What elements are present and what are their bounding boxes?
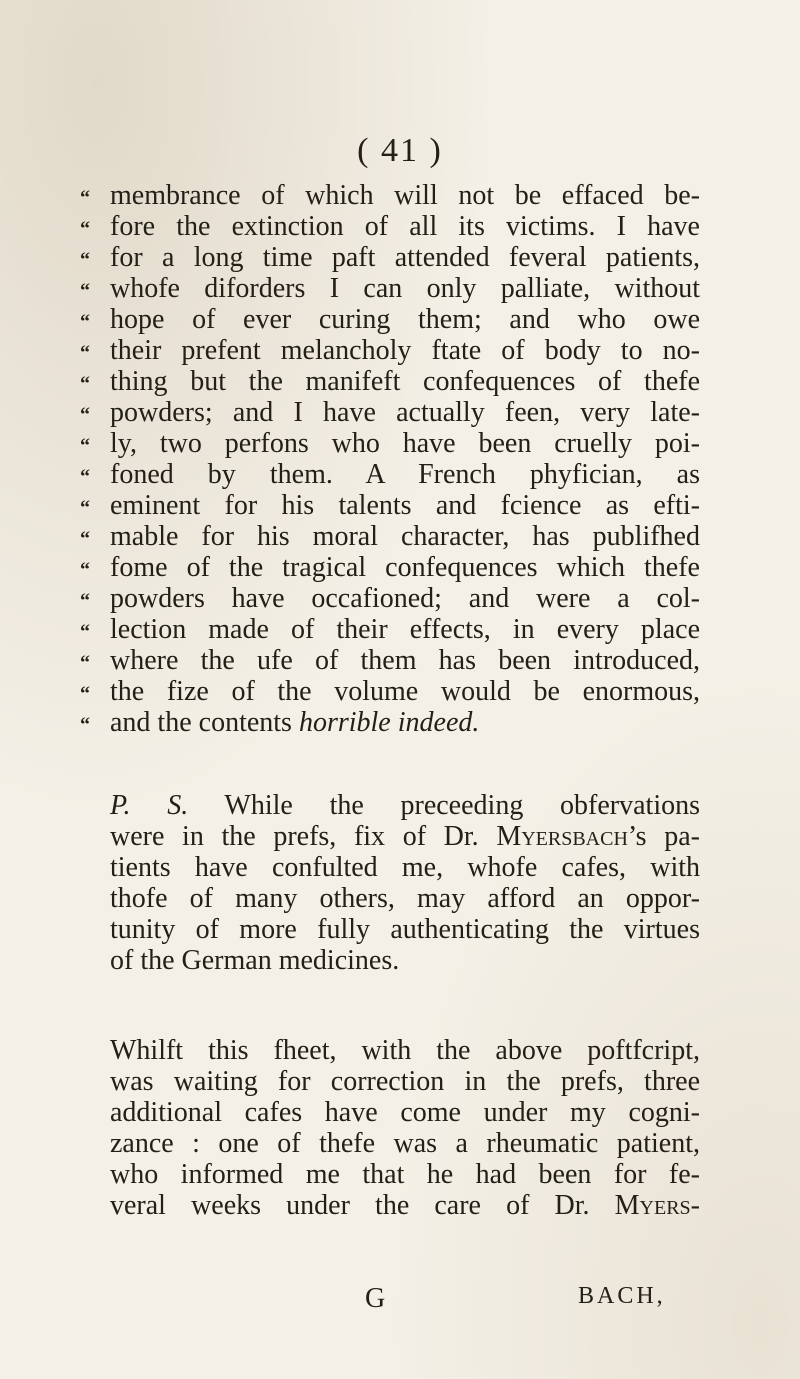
quote-mark: “ xyxy=(80,311,90,333)
paragraph-line: was waiting for correction in the prefs, three xyxy=(110,1066,700,1097)
quote-mark: “ xyxy=(80,714,90,736)
quote-line xyxy=(80,459,700,490)
quote-line xyxy=(80,242,700,273)
quote-mark: “ xyxy=(80,466,90,488)
postscript-paragraph xyxy=(110,790,700,976)
quote-line-text: where the ufe of them has been introduced, xyxy=(110,645,700,676)
paragraph-line xyxy=(110,821,700,852)
postscript-line-text: While the preceeding obfervations xyxy=(188,790,700,821)
quote-line xyxy=(80,645,700,676)
quote-line-text: whofe diforders I can only palliate, without xyxy=(110,273,700,304)
quote-mark: “ xyxy=(80,280,90,302)
paragraph-line xyxy=(110,790,700,821)
quote-line-text: mable for his moral character, has publifhed xyxy=(110,521,700,552)
quote-mark: “ xyxy=(80,497,90,519)
quote-line xyxy=(80,583,700,614)
quote-mark: “ xyxy=(80,218,90,240)
paragraph-line-text: veral weeks under the care of Dr. xyxy=(110,1190,615,1221)
quote-mark: “ xyxy=(80,590,90,612)
paragraph-line: of the German medicines. xyxy=(110,945,400,976)
quote-line xyxy=(80,366,700,397)
quote-line xyxy=(80,397,700,428)
quote-final-italic: horrible indeed. xyxy=(298,707,480,738)
quote-line xyxy=(80,707,700,738)
paragraph-line: tients have confulted me, whofe cafes, with xyxy=(110,852,700,883)
quote-line xyxy=(80,273,700,304)
quote-line xyxy=(80,428,700,459)
page-footer xyxy=(0,1283,800,1323)
paragraph-line: Whilft this fheet, with the above poftfcript, xyxy=(110,1035,700,1066)
quote-line-text: powders; and I have actually feen, very late- xyxy=(110,397,700,428)
quote-line xyxy=(80,490,700,521)
quote-mark: “ xyxy=(80,187,90,209)
quoted-passage xyxy=(80,180,700,738)
signature-mark: G xyxy=(365,1283,386,1314)
quote-line-text: lection made of their effects, in every place xyxy=(110,614,700,645)
quote-line xyxy=(80,211,700,242)
paragraph-line xyxy=(110,1190,700,1221)
quote-line-text: thing but the manifeft confequences of thefe xyxy=(110,366,700,397)
quote-mark: “ xyxy=(80,249,90,271)
quote-mark: “ xyxy=(80,559,90,581)
quote-line xyxy=(80,304,700,335)
quote-mark: “ xyxy=(80,435,90,457)
quote-line xyxy=(80,676,700,707)
quote-line xyxy=(80,614,700,645)
catchword: BACH, xyxy=(578,1283,666,1309)
quote-line-text: powders have occafioned; and were a col- xyxy=(110,583,700,614)
paragraph-line: thofe of many others, may afford an oppor- xyxy=(110,883,700,914)
quote-line-text: membrance of which will not be effaced be- xyxy=(110,180,700,211)
paragraph-line: additional cafes have come under my cogni- xyxy=(110,1097,700,1128)
quote-mark: “ xyxy=(80,404,90,426)
quote-final-text: and the contents xyxy=(110,707,299,738)
quote-mark: “ xyxy=(80,683,90,705)
quote-mark: “ xyxy=(80,373,90,395)
quote-line xyxy=(80,335,700,366)
quote-line xyxy=(80,521,700,552)
quote-line-text: hope of ever curing them; and who owe xyxy=(110,304,700,335)
postscript-line-text: ’s pa- xyxy=(627,821,700,852)
postscript-label: P. S. xyxy=(110,790,189,821)
quote-line-text xyxy=(110,707,700,738)
quote-line-text: ly, two perfons who have been cruelly poi- xyxy=(110,428,700,459)
quote-mark: “ xyxy=(80,342,90,364)
quote-line-text: fore the extinction of all its victims. I have xyxy=(110,211,700,242)
second-paragraph xyxy=(110,1035,700,1221)
quote-line-text: foned by them. A French phyfician, as xyxy=(110,459,700,490)
quote-line-text: fome of the tragical confequences which thefe xyxy=(110,552,700,583)
quote-line-text: their prefent melancholy ftate of body to no- xyxy=(110,335,700,366)
paragraph-line: tunity of more fully authenticating the virtues xyxy=(110,914,700,945)
quote-line xyxy=(80,552,700,583)
quote-line xyxy=(80,180,700,211)
page-number: ( 41 ) xyxy=(357,132,443,169)
postscript-line-text: were in the prefs, fix of Dr. xyxy=(110,821,497,852)
quote-mark: “ xyxy=(80,652,90,674)
paragraph-line: zance : one of thefe was a rheumatic patient, xyxy=(110,1128,700,1159)
physician-name: Myersbach xyxy=(496,821,628,852)
quote-line-text: eminent for his talents and fcience as efti- xyxy=(110,490,700,521)
paragraph-line: who informed me that he had been for fe- xyxy=(110,1159,700,1190)
quote-line-text: the fize of the volume would be enormous, xyxy=(110,676,700,707)
physician-name: Myers- xyxy=(614,1190,700,1221)
quote-line-text: for a long time paft attended feveral patients, xyxy=(110,242,700,273)
quote-mark: “ xyxy=(80,621,90,643)
quote-mark: “ xyxy=(80,528,90,550)
